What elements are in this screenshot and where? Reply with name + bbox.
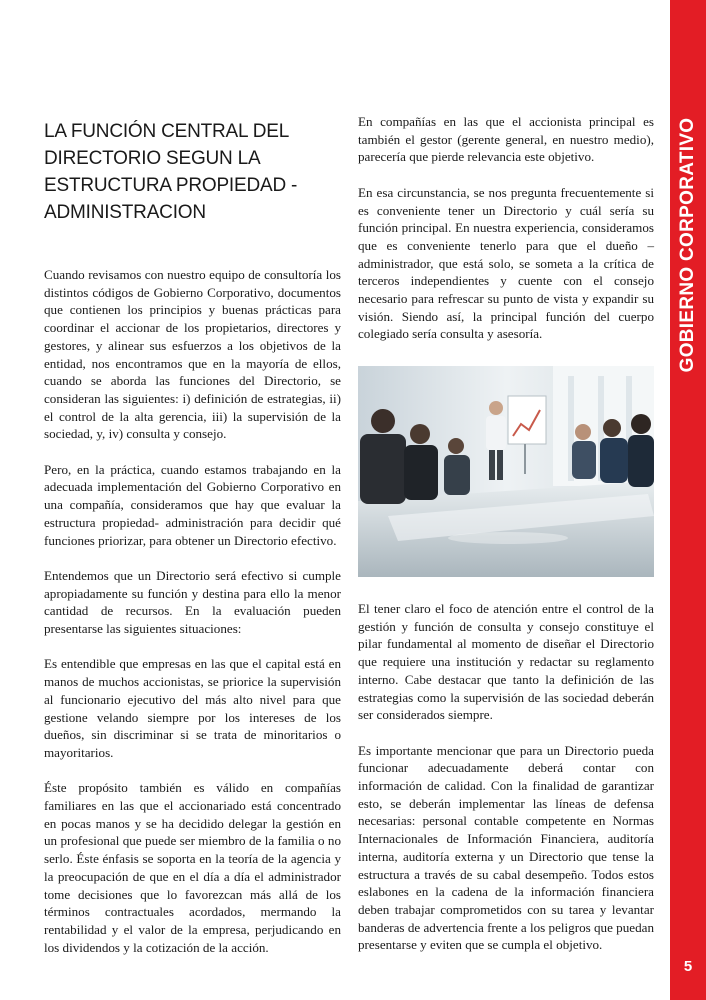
section-title-vertical: GOBIERNO CORPORATIVO — [677, 117, 698, 373]
paragraph: En compañías en las que el accionista principal es también el gestor (gerente general, en nuestro medio), parecería que pierde relevancia este objetivo. — [358, 114, 654, 165]
page-number: 5 — [683, 958, 693, 975]
paragraph: En esa circunstancia, se nos pregunta frecuentemente si es conveniente tener un Directorio y cuál sería su función principal. En nuestra experiencia, consideramos que es conveniente tenerlo para que el dueño – administrador, que está solo, se someta a la crítica de terceros independientes y cuente con el consejo necesario para refrescar su punto de vista y expandir su visión. Siendo así, la principal función del cuerpo colegiado sería consulta y asesoría. — [358, 184, 654, 342]
paragraph: Entendemos que un Directorio será efectivo si cumple apropiadamente su función y destina para ello la menor cantidad de recursos. En la evaluación pueden presentarse las siguientes situaciones: — [44, 567, 341, 637]
right-column-top — [358, 113, 654, 361]
paragraph: El tener claro el foco de atención entre el control de la gestión y función de consulta y consejo constituye el pilar fundamental al momento de diseñar el Directorio que requiere una institución y redactar su reglamento interno. Cabe destacar que tanto la definición de las estrategias como la supervisión de las sociedad deberán ser considerados siempre. — [358, 601, 654, 723]
left-column — [44, 266, 341, 974]
paragraph: Es importante mencionar que para un Directorio pueda funcionar adecuadamente deberá contar con información de calidad. Con la finalidad de garantizar esto, se deberán implementar las líneas de defensa necesarias: personal contable competente en Normas Internacionales de Información Financiera, auditoría interna, auditoría externa y un Directorio que tense la estructura a través de su cabal desempeño. Todos estos eslabones en la cadena de la información financiera deben trabajar comprometidos con su tarea y levantar banderas de advertencia frente a los peligros que puedan presentarse y eviten que se cumpla el objetivo. — [358, 742, 654, 953]
paragraph: Es entendible que empresas en las que el capital está en manos de muchos accionistas, se priorice la supervisión al funcionario ejecutivo del más alto nivel para que gestione velando siempre por los intereses de los dueños, sin discriminar si se trata de minoritarios o mayoritarios. — [44, 656, 341, 760]
paragraph: Cuando revisamos con nuestro equipo de consultoría los distintos códigos de Gobierno Corporativo, documentos que contienen los principios y buenas prácticas para coordinar el accionar de los propietarios, directores y gestores, y alinear sus esfuerzos a los objetivos de la entidad, nos encontramos que en la mayoría de ellos, cuando se aborda las funciones del Directorio, se consideran las siguientes: i) definición de estrategias, ii) el control de la alta gerencia, iii) la supervisión de la sociedad, y, iv) consulta y consejo. — [44, 267, 341, 442]
paragraph: Éste propósito también es válido en compañías familiares en las que el accionariado está concentrado en pocas manos y se ha decidido delegar la gestión en un profesional que puede ser miembro de la familia o no serlo. Éste énfasis se soporta en la teoría de la agencia y la preocupación de que en el día a día el administrador tome decisiones que lo favorezcan más allá de los términos contractuales acordados, mermando la rentabilidad y el valor de la empresa, perjudicando en los dividendos y la cotización de la acción. — [44, 780, 341, 955]
article-heading: LA FUNCIÓN CENTRAL DEL DIRECTORIO SEGUN LA ESTRUCTURA PROPIEDAD - ADMINISTRACION — [44, 121, 298, 223]
right-column-bottom — [358, 600, 654, 972]
paragraph: Pero, en la práctica, cuando estamos trabajando en la adecuada implementación del Gobierno Corporativo en una compañía, consideramos que hay que evaluar la estructura propiedad- administración para decidir qué funciones priorizar, para obtener un Directorio efectivo. — [44, 461, 341, 548]
boardroom-meeting-photo — [358, 366, 654, 577]
